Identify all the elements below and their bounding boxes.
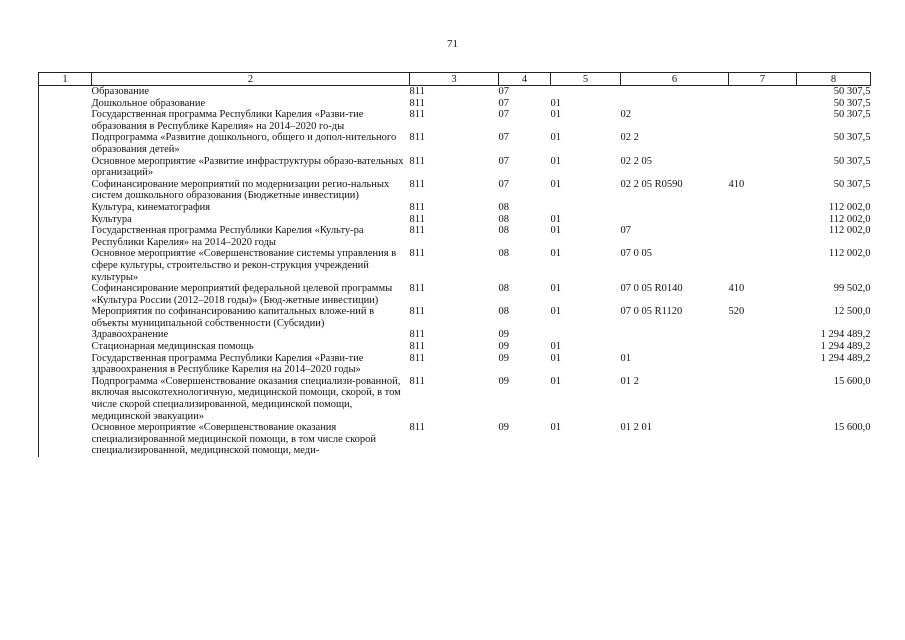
row-rz: 09: [498, 375, 509, 387]
row-rz: 07: [498, 155, 509, 167]
row-sum: 112 002,0: [828, 248, 871, 260]
table-row: [39, 98, 871, 110]
row-pr: 01: [550, 155, 561, 167]
table-row: [39, 86, 871, 98]
row-number-cell: [39, 329, 92, 341]
row-vr: [729, 353, 797, 376]
row-sum: 1 294 489,2: [820, 329, 871, 341]
column-header: 6: [621, 73, 729, 86]
row-ved: 811: [409, 178, 425, 190]
row-name: Государственная программа Республики Карелия «Разви-тие здравоохранения в Республике Карелия на 2014–2020 годы»: [91, 352, 364, 376]
row-ved: 811: [409, 225, 425, 237]
row-csr: 07 0 05 R1120: [620, 306, 683, 318]
table-row: [39, 248, 871, 283]
row-name: Государственная программа Республики Карелия «Разви-тие образования в Республике Карелия» на 2014–2020 го-ды: [91, 109, 364, 132]
row-sum: 1 294 489,2: [820, 352, 871, 364]
row-pr: 01: [550, 97, 561, 109]
row-pr: 01: [550, 248, 561, 260]
row-pr: 01: [550, 178, 561, 190]
row-name: Государственная программа Республики Карелия «Культу-ра Республики Карелия» на 2014–2020 годы: [91, 225, 364, 248]
table-row: [39, 306, 871, 329]
row-vr: [729, 202, 797, 214]
row-csr: [621, 202, 729, 214]
row-pr: 01: [550, 132, 561, 144]
row-vr: 410: [728, 178, 745, 190]
row-csr: 01 2 01: [620, 422, 652, 434]
row-ved: 811: [409, 329, 425, 341]
row-pr: 01: [550, 341, 561, 353]
row-name: Подпрограмма «Совершенствование оказания специализи-рованной, включая высокотехнологичную, медицинской помощи, скорой, в том числе скорой специализированной, медицинской помощи, медицинской эвакуации»: [91, 375, 401, 422]
row-pr: [551, 202, 621, 214]
row-csr: 02 2 05: [620, 155, 652, 167]
row-number-cell: [39, 98, 92, 110]
row-csr: 02 2 05 R0590: [620, 178, 683, 190]
row-number-cell: [39, 283, 92, 306]
row-csr: [621, 329, 729, 341]
row-rz: 08: [498, 213, 509, 225]
column-header: 7: [729, 73, 797, 86]
row-ved: 811: [409, 86, 425, 97]
row-vr: [729, 248, 797, 283]
row-number-cell: [39, 422, 92, 457]
row-vr: 410: [728, 283, 745, 295]
row-sum: 112 002,0: [828, 201, 871, 213]
row-vr: [729, 422, 797, 457]
row-ved: 811: [409, 248, 425, 260]
row-rz: 09: [498, 422, 509, 434]
column-header: 5: [551, 73, 621, 86]
row-pr: [551, 329, 621, 341]
row-sum: 50 307,5: [833, 178, 871, 190]
row-number-cell: [39, 225, 92, 248]
row-name: Стационарная медицинская помощь: [91, 341, 254, 353]
row-name: Софинансирование мероприятий федеральной целевой программы «Культура России (2012–2018 годы)» (Бюд-жетные инвестиции): [91, 283, 393, 306]
header-row: [39, 73, 871, 86]
row-name: Мероприятия по софинансированию капитальных вложе-ний в объекты муниципальной собственности (Субсидии): [91, 306, 375, 329]
row-vr: [729, 156, 797, 179]
row-sum: 15 600,0: [833, 375, 871, 387]
row-vr: [729, 214, 797, 226]
row-name: Образование: [91, 86, 150, 97]
row-number-cell: [39, 376, 92, 422]
row-sum: 50 307,5: [833, 155, 871, 167]
row-ved: 811: [409, 155, 425, 167]
row-rz: 07: [498, 97, 509, 109]
table-row: [39, 422, 871, 457]
row-ved: 811: [409, 352, 425, 364]
row-ved: 811: [409, 375, 425, 387]
row-sum: 15 600,0: [833, 422, 871, 434]
row-number-cell: [39, 156, 92, 179]
row-vr: [729, 376, 797, 422]
row-name: Культура: [91, 213, 132, 225]
table-row: [39, 214, 871, 226]
row-name: Здравоохранение: [91, 329, 169, 341]
column-header: 1: [39, 73, 92, 86]
row-csr: 01: [620, 352, 631, 364]
row-ved: 811: [409, 283, 425, 295]
row-sum: 12 500,0: [833, 306, 871, 318]
row-rz: 07: [498, 178, 509, 190]
row-name: Подпрограмма «Развитие дошкольного, общего и допол-нительного образования детей»: [91, 132, 397, 155]
row-csr: 07 0 05: [620, 248, 652, 260]
row-sum: 112 002,0: [828, 225, 871, 237]
row-sum: 50 307,5: [833, 86, 871, 97]
row-csr: 01 2: [620, 375, 639, 387]
table-body: [39, 86, 871, 458]
page-number: 71: [447, 38, 458, 50]
table-row: [39, 341, 871, 353]
row-pr: [551, 86, 621, 98]
column-header: 3: [410, 73, 499, 86]
row-number-cell: [39, 86, 92, 98]
row-name: Основное мероприятие «Совершенствование оказания специализированной медицинской помощи, в том числе скорой специализированной, медицинской помощи, меди-: [91, 422, 377, 457]
row-vr: [729, 132, 797, 155]
row-number-cell: [39, 109, 92, 132]
row-name: Основное мероприятие «Совершенствование системы управления в сфере культуры, строительство и рекон-струкция учреждений культуры»: [91, 248, 397, 283]
row-rz: 09: [498, 352, 509, 364]
row-pr: 01: [550, 213, 561, 225]
row-pr: 01: [550, 306, 561, 318]
row-csr: [621, 341, 729, 353]
row-ved: 811: [409, 97, 425, 109]
row-vr: [729, 341, 797, 353]
column-header: 2: [92, 73, 410, 86]
row-pr: 01: [550, 109, 561, 121]
row-vr: [729, 98, 797, 110]
table-row: [39, 132, 871, 155]
row-ved: 811: [409, 109, 425, 121]
table-row: [39, 283, 871, 306]
row-rz: 09: [498, 329, 509, 341]
row-ved: 811: [409, 213, 425, 225]
table-row: [39, 376, 871, 422]
row-rz: 09: [498, 341, 509, 353]
table-row: [39, 329, 871, 341]
row-vr: [729, 225, 797, 248]
table-row: [39, 179, 871, 202]
row-csr: 02: [620, 109, 631, 121]
row-rz: 08: [498, 283, 509, 295]
row-pr: 01: [550, 283, 561, 295]
column-header: 8: [797, 73, 871, 86]
row-sum: 99 502,0: [833, 283, 871, 295]
row-ved: 811: [409, 132, 425, 144]
row-number-cell: [39, 306, 92, 329]
row-csr: [621, 98, 729, 110]
table-row: [39, 202, 871, 214]
row-ved: 811: [409, 201, 425, 213]
row-name: Дошкольное образование: [91, 97, 206, 109]
row-pr: 01: [550, 225, 561, 237]
row-vr: [729, 329, 797, 341]
row-sum: 50 307,5: [833, 97, 871, 109]
table-row: [39, 353, 871, 376]
row-vr: [729, 86, 797, 98]
row-csr: 07: [620, 225, 631, 237]
row-number-cell: [39, 202, 92, 214]
row-ved: 811: [409, 341, 425, 353]
row-number-cell: [39, 132, 92, 155]
row-number-cell: [39, 214, 92, 226]
row-ved: 811: [409, 306, 425, 318]
row-rz: 07: [498, 132, 509, 144]
row-sum: 1 294 489,2: [820, 341, 871, 353]
budget-table: [38, 72, 871, 457]
row-number-cell: [39, 248, 92, 283]
row-vr: 520: [728, 306, 745, 318]
row-ved: 811: [409, 422, 425, 434]
row-name: Культура, кинематография: [91, 201, 211, 213]
row-name: Софинансирование мероприятий по модернизации регио-нальных систем дошкольного образования (Бюджетные инвестиции): [91, 178, 390, 202]
row-name: Основное мероприятие «Развитие инфраструктуры образо-вательных организаций»: [91, 155, 404, 179]
column-header: 4: [499, 73, 551, 86]
row-rz: 07: [498, 109, 509, 121]
row-rz: 08: [498, 248, 509, 260]
row-sum: 112 002,0: [828, 213, 871, 225]
row-rz: 08: [498, 201, 509, 213]
row-pr: 01: [550, 375, 561, 387]
row-rz: 08: [498, 225, 509, 237]
row-rz: 08: [498, 306, 509, 318]
row-sum: 50 307,5: [833, 132, 871, 144]
row-csr: [621, 86, 729, 98]
row-pr: 01: [550, 422, 561, 434]
row-number-cell: [39, 353, 92, 376]
row-number-cell: [39, 341, 92, 353]
table-row: [39, 109, 871, 132]
row-vr: [729, 109, 797, 132]
row-csr: 02 2: [620, 132, 639, 144]
row-number-cell: [39, 179, 92, 202]
row-csr: 07 0 05 R0140: [620, 283, 683, 295]
table-row: [39, 225, 871, 248]
row-csr: [621, 214, 729, 226]
row-sum: 50 307,5: [833, 109, 871, 121]
row-rz: 07: [498, 86, 509, 97]
row-pr: 01: [550, 352, 561, 364]
table-row: [39, 156, 871, 179]
